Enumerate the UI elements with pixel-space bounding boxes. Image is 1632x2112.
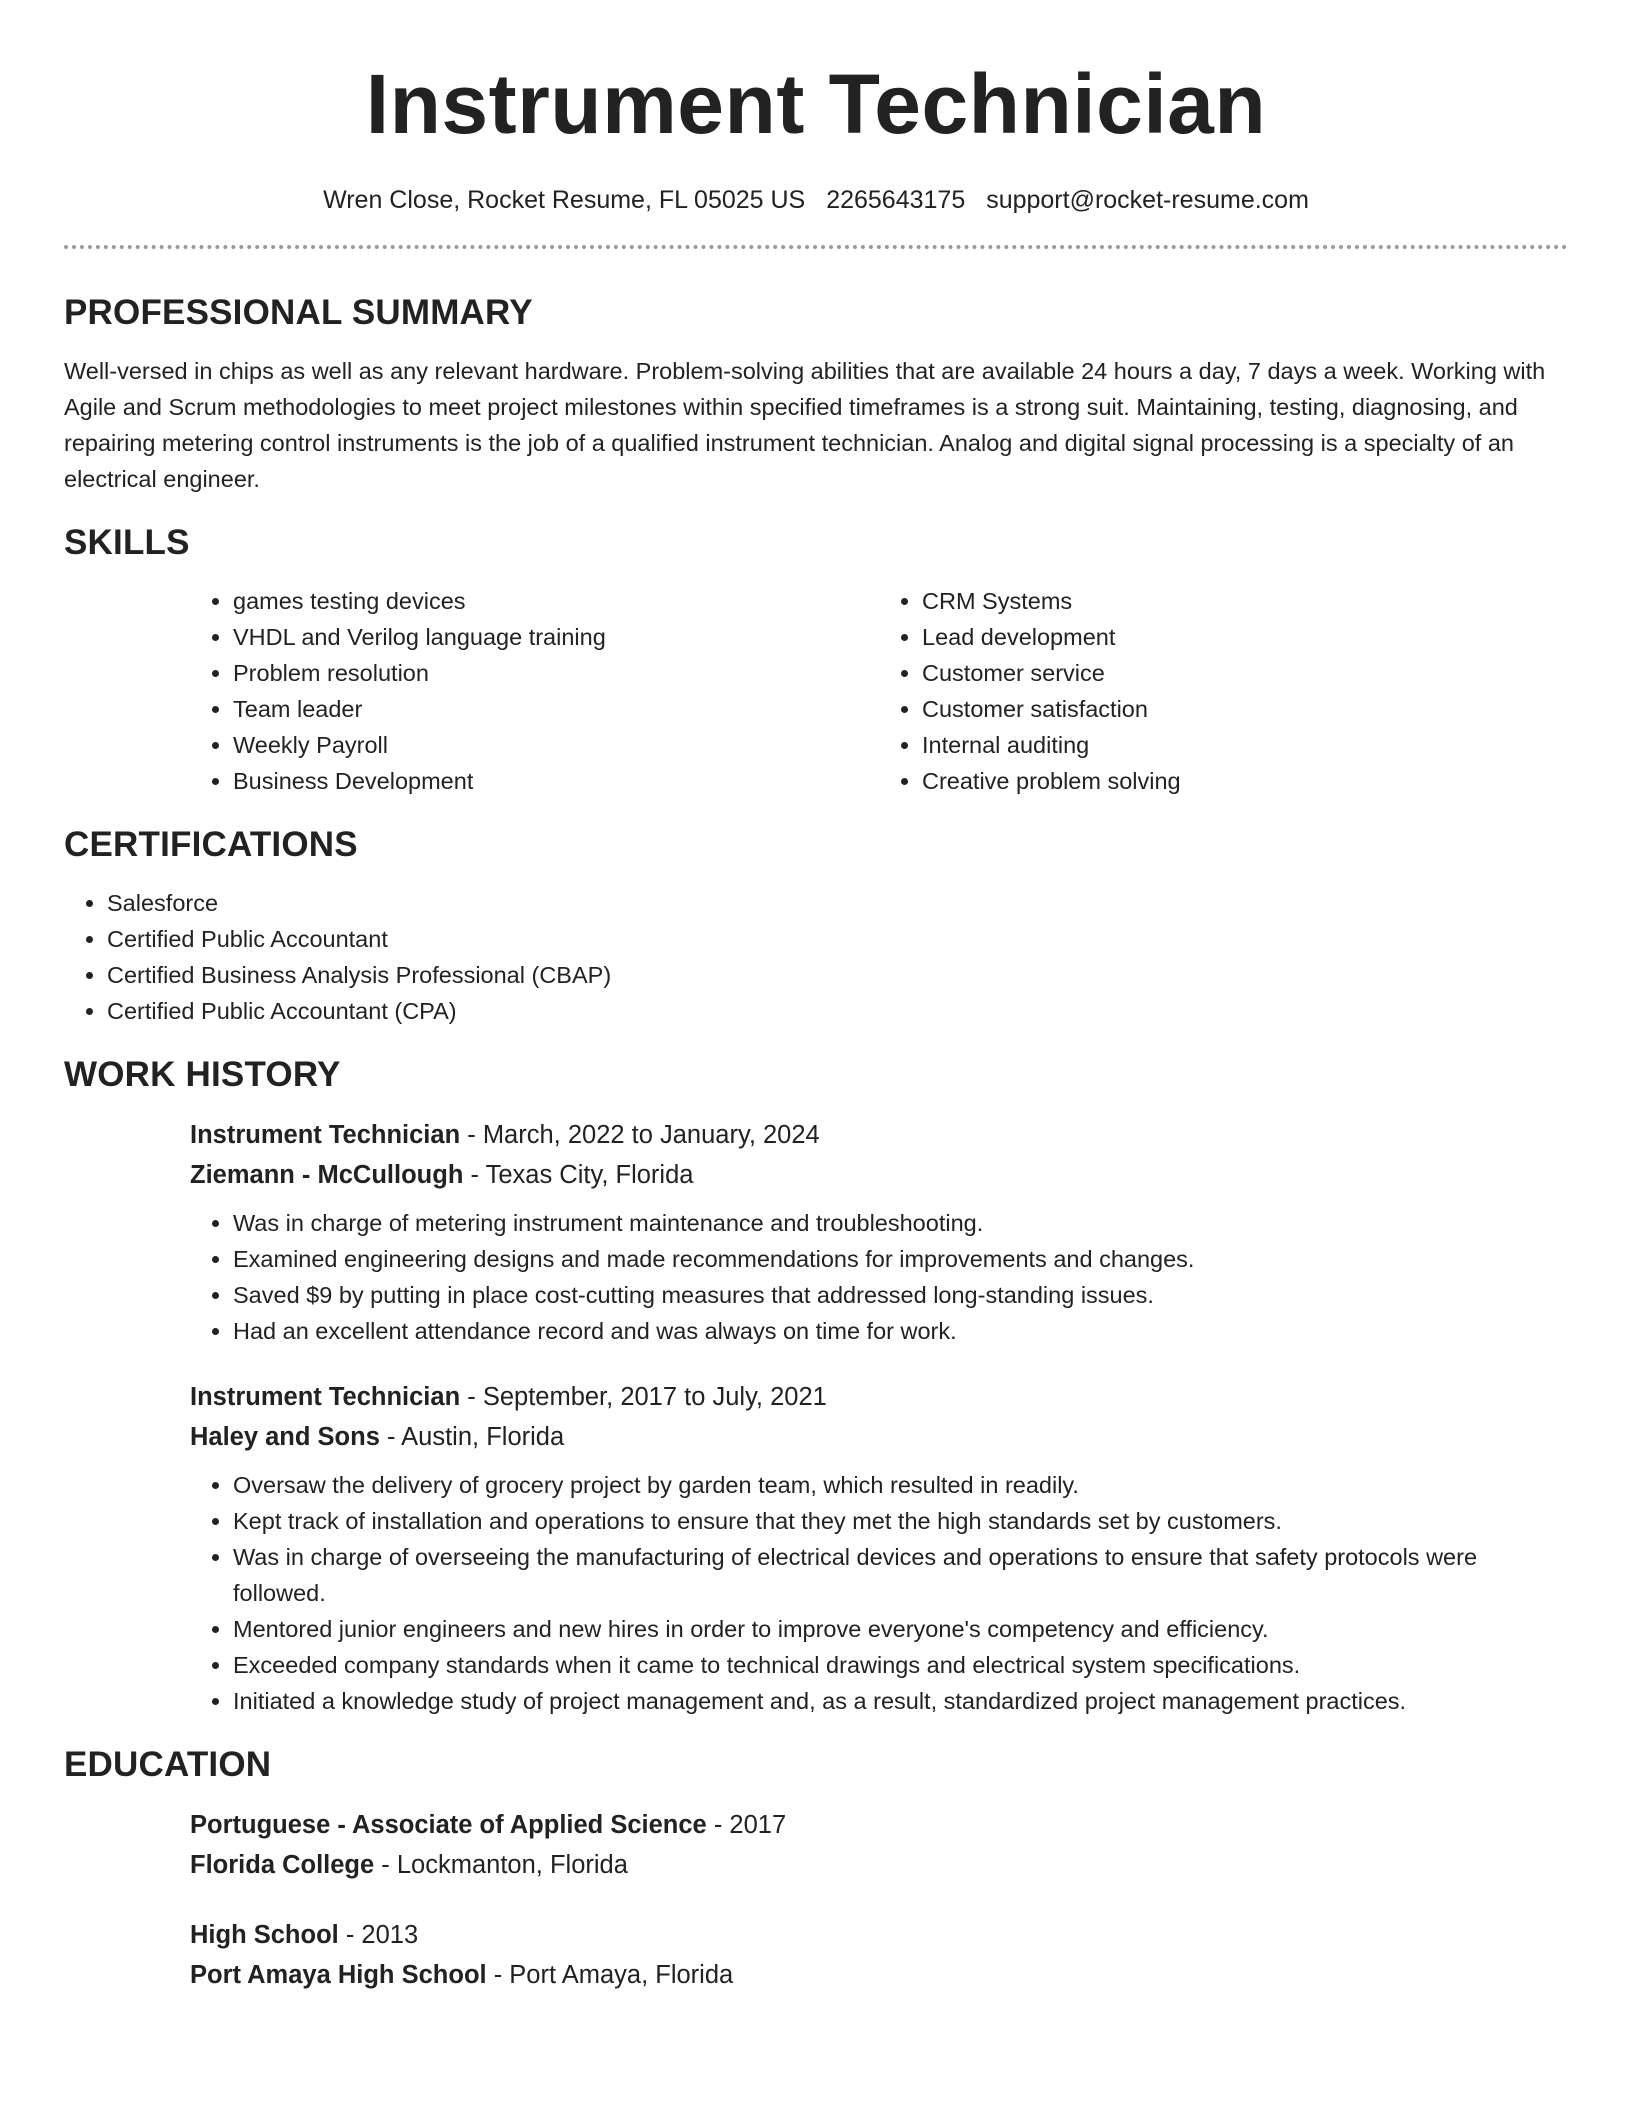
header-divider	[64, 245, 1568, 249]
job-duty: • Mentored junior engineers and new hires in order to improve everyone's competency and efficiency.	[233, 1611, 1568, 1647]
job-duty: • Kept track of installation and operations to ensure that they met the high standards set by customers.	[233, 1503, 1568, 1539]
education-location: - Lockmanton, Florida	[374, 1851, 628, 1879]
job-role: Instrument Technician	[190, 1121, 461, 1149]
education-degree-line	[190, 1915, 1568, 1955]
job-duty: • Was in charge of overseeing the manufacturing of electrical devices and operations to ensure that safety protocols were followed.	[233, 1539, 1568, 1611]
job-duties	[190, 1467, 1568, 1719]
certification-item: • Salesforce	[107, 885, 1568, 921]
job-entry	[190, 1377, 1568, 1719]
contact-address: Wren Close, Rocket Resume, FL 05025 US	[323, 186, 806, 214]
section-title-skills: SKILLS	[64, 523, 190, 562]
education-school: Port Amaya High School	[190, 1961, 487, 1989]
certifications-list	[64, 885, 1568, 1029]
skill-item: • games testing devices	[233, 583, 879, 619]
certification-item: • Certified Business Analysis Professional (CBAP)	[107, 957, 1568, 993]
job-company: Haley and Sons	[190, 1423, 380, 1451]
education-location: - Port Amaya, Florida	[486, 1961, 734, 1989]
education-school: Florida College	[190, 1851, 375, 1879]
skill-item: • Creative problem solving	[922, 763, 1568, 799]
skill-item: • Lead development	[922, 619, 1568, 655]
skills-list-left	[190, 583, 879, 799]
skill-item: • Weekly Payroll	[233, 727, 879, 763]
contact-email: support@rocket-resume.com	[986, 186, 1309, 214]
skill-item: • Team leader	[233, 691, 879, 727]
section-title-certifications: CERTIFICATIONS	[64, 825, 358, 864]
section-title-education: EDUCATION	[64, 1745, 272, 1784]
contact-line	[64, 186, 1568, 215]
job-duty: • Saved $9 by putting in place cost-cutting measures that addressed long-standing issues.	[233, 1277, 1568, 1313]
job-duty: • Oversaw the delivery of grocery project by garden team, which resulted in readily.	[233, 1467, 1568, 1503]
section-title-work-history: WORK HISTORY	[64, 1055, 341, 1094]
education-school-line	[190, 1955, 1568, 1995]
section-title-summary: PROFESSIONAL SUMMARY	[64, 293, 533, 332]
skill-item: • CRM Systems	[922, 583, 1568, 619]
summary-text: Well-versed in chips as well as any relevant hardware. Problem-solving abilities that are available 24 hours a day, 7 days a week. Working with Agile and Scrum methodologies to meet project milestones within specified timeframes is a strong suit. Maintaining, testing, diagnosing, and repairing metering control instruments is the job of a qualified instrument technician. Analog and digital signal processing is a specialty of an electrical engineer.	[64, 358, 1546, 492]
job-dates: - September, 2017 to July, 2021	[460, 1383, 827, 1411]
job-duty: • Initiated a knowledge study of project management and, as a result, standardized project management practices.	[233, 1683, 1568, 1719]
job-duties	[190, 1205, 1568, 1349]
job-company: Ziemann - McCullough	[190, 1161, 464, 1189]
job-dates: - March, 2022 to January, 2024	[460, 1121, 820, 1149]
education-year: - 2013	[338, 1921, 419, 1949]
education-entry	[190, 1805, 1568, 1885]
skill-item: • Internal auditing	[922, 727, 1568, 763]
education-degree: High School	[190, 1921, 339, 1949]
job-entry	[190, 1115, 1568, 1349]
education-degree-line	[190, 1805, 1568, 1845]
certification-item: • Certified Public Accountant (CPA)	[107, 993, 1568, 1029]
skill-item: • Business Development	[233, 763, 879, 799]
job-role: Instrument Technician	[190, 1383, 461, 1411]
job-company-line	[190, 1417, 1568, 1457]
job-duty: • Examined engineering designs and made recommendations for improvements and changes.	[233, 1241, 1568, 1277]
skill-item: • Customer satisfaction	[922, 691, 1568, 727]
skill-item: • VHDL and Verilog language training	[233, 619, 879, 655]
job-duty: • Had an excellent attendance record and was always on time for work.	[233, 1313, 1568, 1349]
job-duty: • Exceeded company standards when it came to technical drawings and electrical system specifications.	[233, 1647, 1568, 1683]
education-year: - 2017	[706, 1811, 787, 1839]
job-company-line	[190, 1155, 1568, 1195]
job-location: - Texas City, Florida	[463, 1161, 694, 1189]
education-entry	[190, 1915, 1568, 1995]
skills-list-right	[879, 583, 1568, 799]
education-school-line	[190, 1845, 1568, 1885]
skill-item: • Problem resolution	[233, 655, 879, 691]
skill-item: • Customer service	[922, 655, 1568, 691]
job-duty: • Was in charge of metering instrument maintenance and troubleshooting.	[233, 1205, 1568, 1241]
certification-item: • Certified Public Accountant	[107, 921, 1568, 957]
job-title-line	[190, 1115, 1568, 1155]
skills-grid	[190, 583, 1568, 799]
education-degree: Portuguese - Associate of Applied Science	[190, 1811, 707, 1839]
job-location: - Austin, Florida	[379, 1423, 565, 1451]
job-title-line	[190, 1377, 1568, 1417]
candidate-name: Instrument Technician	[365, 57, 1267, 151]
contact-phone: 2265643175	[826, 186, 966, 214]
